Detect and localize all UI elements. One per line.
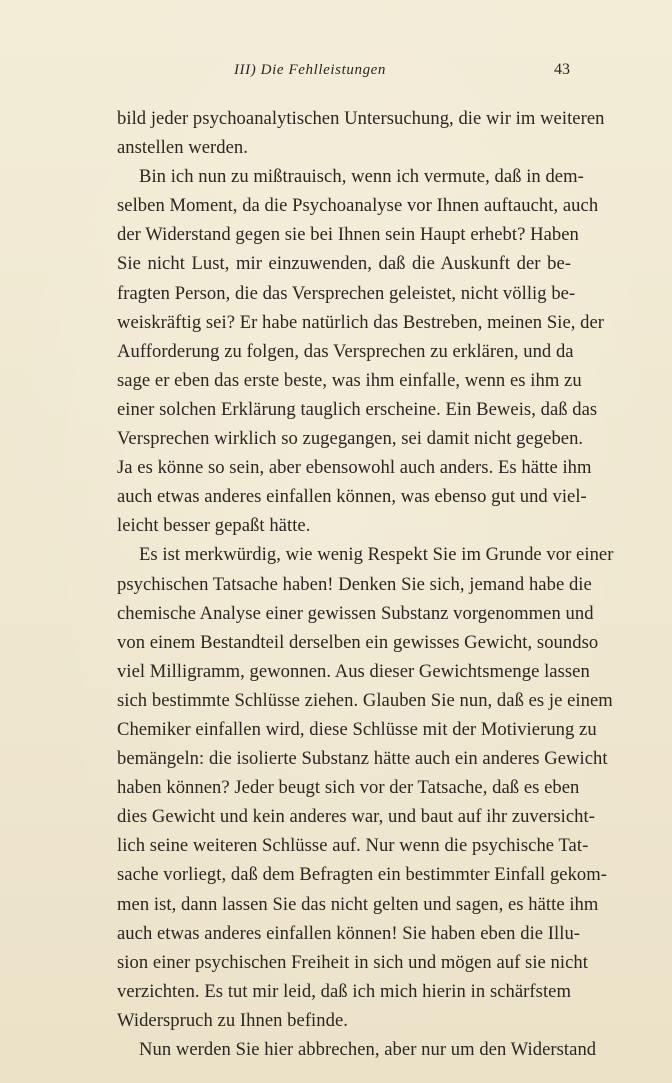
text-line: Widerspruch zu Ihnen befinde. (117, 1009, 348, 1031)
text-line: Versprechen wirklich so zugegangen, sei damit nicht gegeben. (117, 428, 584, 450)
text-line: bemängeln: die isolierte Substanz hätte auch ein anderes Gewicht (117, 748, 608, 770)
text-line: sache vorliegt, daß dem Befragten ein bestimmter Einfall gekom- (117, 864, 608, 886)
paragraph-start-line: Bin ich nun zu mißtrauisch, wenn ich vermute, daß in dem- (139, 166, 584, 188)
text-line: weiskräftig sei? Er habe natürlich das Bestreben, meinen Sie, der (117, 311, 605, 333)
text-line: Chemiker einfallen wird, diese Schlüsse mit der Motivierung zu (117, 718, 597, 740)
text-line: sage er eben das erste beste, was ihm einfalle, wenn es ihm zu (117, 369, 582, 391)
text-line: sion einer psychischen Freiheit in sich und mögen auf sie nicht (117, 951, 588, 973)
text-line: chemische Analyse einer gewissen Substanz vorgenommen und (117, 602, 594, 624)
text-line: anstellen werden. (117, 137, 248, 159)
text-line: Ja es könne so sein, aber ebensowohl auch anders. Es hätte ihm (117, 457, 592, 479)
text-line: leicht besser gepaßt hätte. (117, 515, 311, 537)
text-line: psychischen Tatsache haben! Denken Sie sich, jemand habe die (117, 573, 592, 595)
text-line: auch etwas anderes einfallen können, was ebenso gut und viel- (117, 486, 587, 508)
text-line: Sie nicht Lust, mir einzuwenden, daß die Auskunft der be- (117, 253, 571, 275)
text-line: dies Gewicht und kein anderes war, und baut auf ihr zuversicht- (117, 806, 595, 828)
text-line: sich bestimmte Schlüsse ziehen. Glauben Sie nun, daß es je einem (117, 689, 613, 711)
text-line: lich seine weiteren Schlüsse auf. Nur wenn die psychische Tat- (117, 835, 589, 857)
page-number: 43 (554, 61, 570, 78)
paragraph-start-line: Es ist merkwürdig, wie wenig Respekt Sie im Grunde vor einer (139, 544, 614, 566)
text-line: Aufforderung zu folgen, das Versprechen zu erklären, und da (117, 340, 574, 362)
text-line: von einem Bestandteil derselben ein gewisses Gewicht, soundso (117, 631, 599, 653)
text-line: einer solchen Erklärung tauglich erscheine. Ein Beweis, daß das (117, 398, 598, 420)
text-line: auch etwas anderes einfallen können! Sie haben eben die Illu- (117, 922, 581, 944)
text-line: haben können? Jeder beugt sich vor der Tatsache, daß es eben (117, 777, 580, 799)
running-header (120, 58, 570, 84)
text-line: viel Milligramm, gewonnen. Aus dieser Gewichtsmenge lassen (117, 660, 590, 682)
text-line: men ist, dann lassen Sie das nicht gelten und sagen, es hätte ihm (117, 893, 599, 915)
running-title: III) Die Fehlleistungen (233, 62, 387, 78)
text-line: der Widerstand gegen sie bei Ihnen sein Haupt erhebt? Haben (117, 224, 579, 246)
text-line: bild jeder psychoanalytischen Untersuchung, die wir im weiteren (117, 108, 605, 129)
text-line: fragten Person, die das Versprechen geleistet, nicht völlig be- (117, 282, 576, 304)
text-line: selben Moment, da die Psychoanalyse vor Ihnen auftaucht, auch (117, 195, 599, 217)
paragraph-start-line: Nun werden Sie hier abbrechen, aber nur um den Widerstand (139, 1039, 597, 1060)
text-line: verzichten. Es tut mir leid, daß ich mich hierin in schärfstem (117, 980, 571, 1002)
body-text (117, 104, 614, 1064)
